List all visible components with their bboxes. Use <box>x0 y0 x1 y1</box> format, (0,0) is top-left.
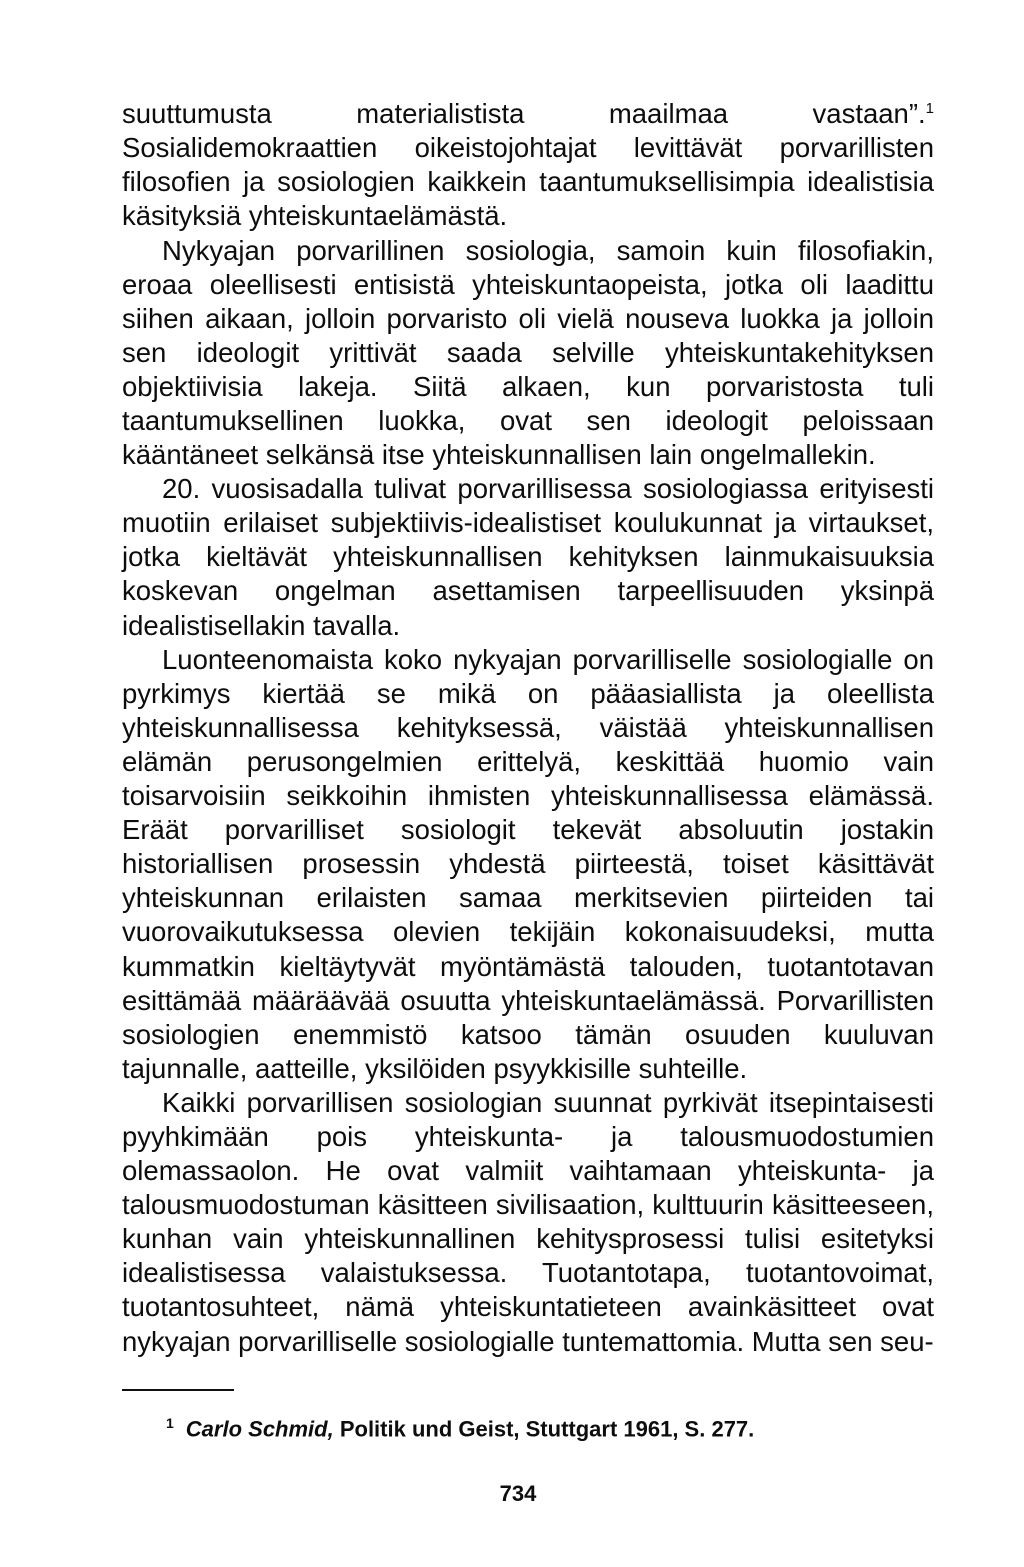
book-page <box>122 92 934 1507</box>
paragraph-1 <box>122 92 934 234</box>
paragraph-2: Nykyajan porvarillinen sosiologia, samoin kuin filosofiakin, eroaa oleellisesti entisistä yhteiskuntaopeista, jotka oli laadittu siihen aikaan, jolloin porvaristo oli vielä nouseva luokka ja jolloin sen ideologit yrittivät saada selville yhteiskuntakehityksen objektiivisia lakeja. Siitä alkaen, kun porvaristosta tuli taantumuksellinen luokka, ovat sen ideologit peloissaan kääntäneet selkänsä itse yhteiskunnallisen lain ongelmallekin. <box>122 234 934 471</box>
footnote <box>166 1409 934 1443</box>
paragraph-3: 20. vuosisadalla tulivat porvarillisessa sosiologiassa erityisesti muotiin erilaiset subjektiivis-idealistiset koulukunnat ja virtaukset, jotka kieltävät yhteiskunnallisen kehityksen lainmukaisuuksia koskevan ongelman asettamisen tarpeellisuuden yksinpä idealistisellakin tavalla. <box>122 473 934 641</box>
footnote-divider <box>122 1389 234 1391</box>
paragraph-1-continuation: Sosialidemokraattien oikeistojohtajat levittävät porvarillisten filosofien ja sosiologien kaikkein taantumuksellisimpia idealistisia käsityksiä yhteiskuntaelämästä. <box>122 132 934 232</box>
footnote-reference: 1 <box>925 100 934 117</box>
paragraph-4: Luonteenomaista koko nykyajan porvarilliselle sosiologialle on pyrkimys kiertää se mikä on pääasiallista ja oleellista yhteiskunnallisessa kehityksessä, väistää yhteiskunnallisen elämän perusongelmien erittelyä, keskittää huomio vain toisarvoisiin seikkoihin ihmisten yhteiskunnallisessa elämässä. Eräät porvarilliset sosiologit tekevät absoluutin jostakin historiallisen prosessin yhdestä piirteestä, toiset käsittävät yhteiskunnan erilaisten samaa merkitsevien piirteiden tai vuorovaikutuksessa olevien tekijäin kokonaisuudeksi, mutta kummatkin kieltäytyvät myöntämästä talouden, tuotantotavan esittämää määräävää osuutta yhteiskuntaelämässä. Porvarillisten sosiologien enemmistö katsoo tämän osuuden kuuluvan tajunnalle, aatteille, yksilöiden psyykkisille suhteille. <box>122 643 934 1084</box>
footnote-author: Carlo Schmid, <box>185 1415 334 1441</box>
footnote-citation: Politik und Geist, Stuttgart 1961, S. 277. <box>333 1415 755 1441</box>
paragraph-5: Kaikki porvarillisen sosiologian suunnat pyrkivät itsepintaisesti pyyhkimään pois yhteiskunta- ja talousmuodostumien olemassaolon. He ovat valmiit vaihtamaan yhteiskunta- ja talousmuodostuman käsitteen sivilisaation, kulttuurin käsitteeseen, kunhan vain yhteiskunnallinen kehitysprosessi tulisi esitetyksi idealistisessa valaistuksessa. Tuotantotapa, tuotantovoimat, tuotantosuhteet, nämä yhteiskuntatieteen avainkäsitteet ovat nykyajan porvarilliselle sosiologialle tuntemattomia. Mutta sen seu- <box>122 1086 934 1357</box>
footnote-number: 1 <box>166 1414 174 1431</box>
paragraph-1-text: suuttumusta materialistista maailmaa vastaan”. <box>122 98 926 130</box>
page-number: 734 <box>499 1480 537 1506</box>
